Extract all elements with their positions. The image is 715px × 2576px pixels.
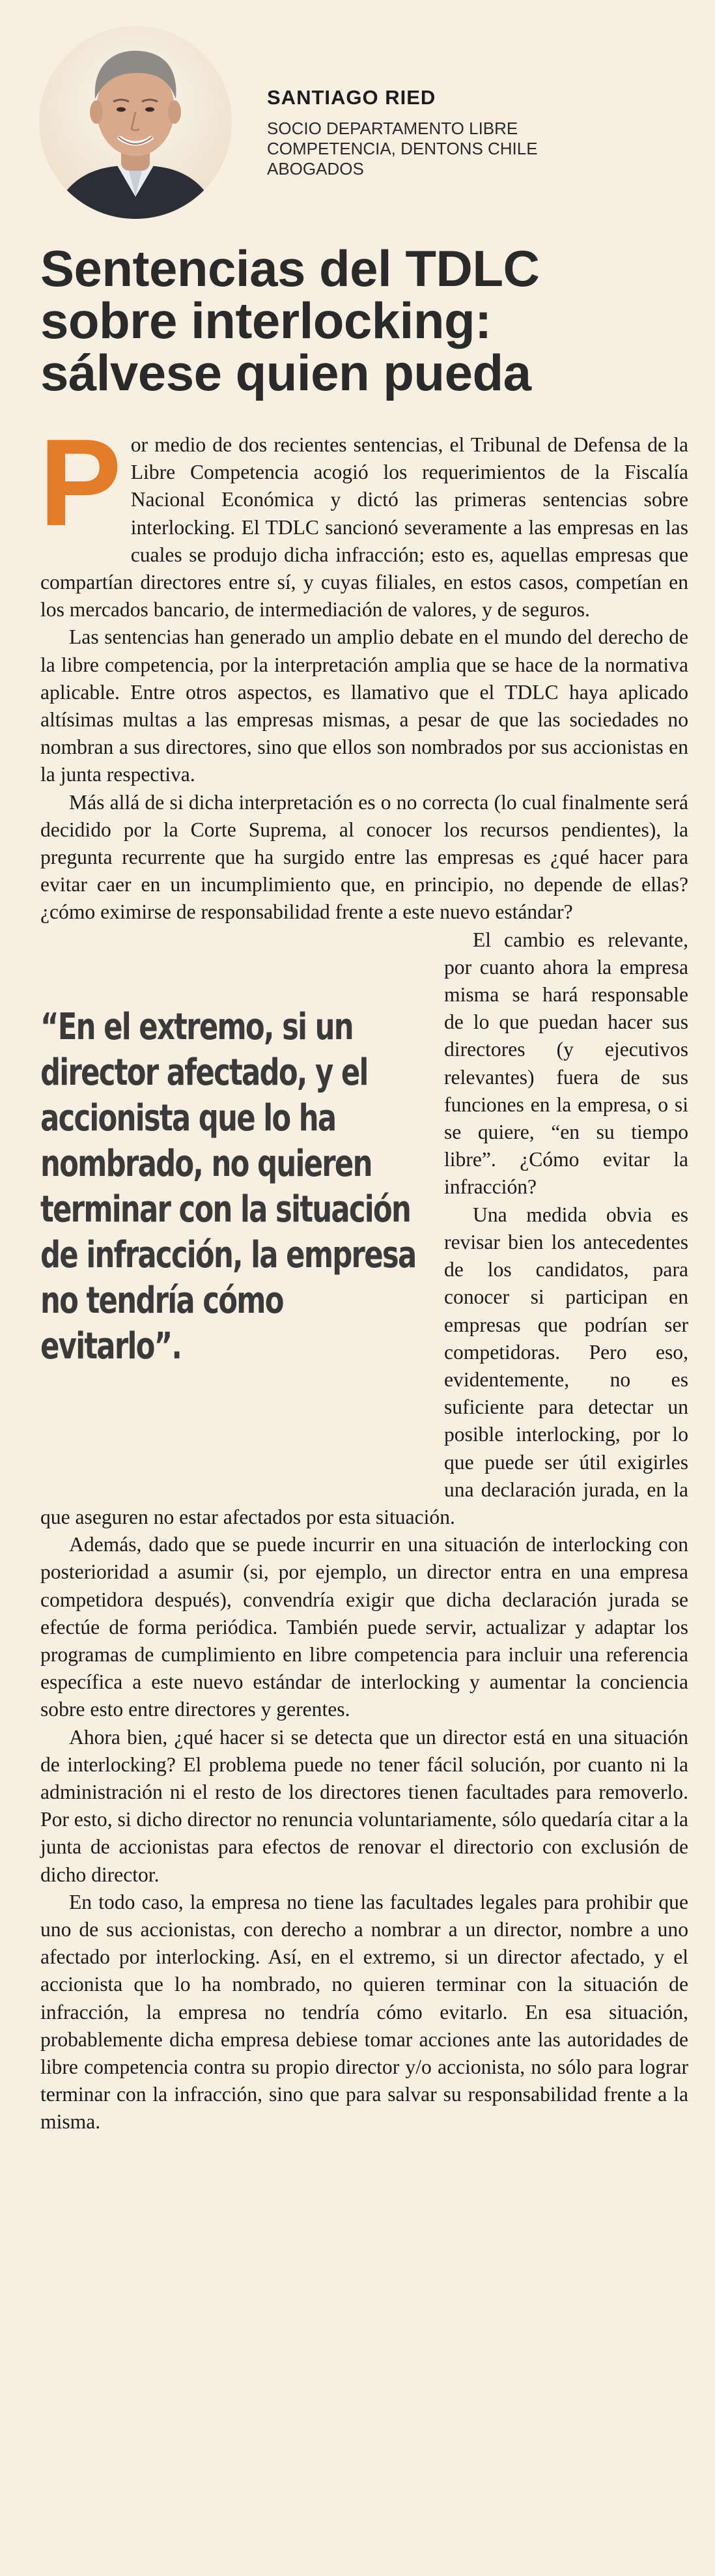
pull-quote <box>40 926 425 1493</box>
article-body <box>39 414 688 2136</box>
article-headline: Sentencias del TDLC sobre interlocking: sálvese quien pueda <box>40 240 540 401</box>
paragraph-2: Las sentencias han generado un amplio debate en el mundo del derecho de la libre competencia, por la interpretación amplia que se hace de la normativa aplicable. Entre otros aspectos, es llamativo que el TDLC haya aplicado altísimas multas a las empresas mismas, a pesar de que las sociedades no nombran a sus directores, sino que ellos son nombrados por sus accionistas en la junta respectiva. <box>40 625 688 786</box>
paragraph-1: Por medio de dos recientes sentencias, el Tribunal de Defensa de la Libre Competencia acogió los requerimientos de la Fiscalía Nacional Económica y dictó las primeras sentencias sobre interlocking. El TDLC sancionó severamente a las empresas en las cuales se produjo dicha infracción; esto es, aquellas empresas que compartían directores entre sí, y cuyas filiales, en estos casos, competían en los mercados bancario, de intermediación de valores, y de seguros. <box>39 414 688 622</box>
author-block <box>39 26 677 215</box>
paragraph-3: Más allá de si dicha interpretación es o no correcta (lo cual finalmente será decidido por la Corte Suprema, al conocer los recursos pendientes), la pregunta recurrente que ha surgido entre las empresas es ¿qué hacer para evitar caer en un incumplimiento que, en principio, no depende de ellas? ¿cómo eximirse de responsabilidad frente a este nuevo estándar? <box>40 790 688 924</box>
paragraph-5: Una medida obvia es revisar bien los antecedentes de los candidatos, para conocer si participan en empresas que podrían ser competidoras. Pero eso, evidentemente, no es suficiente para detectar un posible interlocking, por lo que puede ser útil exigirles una declaración jurada, en la que aseguren no estar afectados por esta situación. <box>40 1203 688 1528</box>
drop-cap: P <box>39 414 122 552</box>
paragraph-7: Ahora bien, ¿qué hacer si se detecta que un director está en una situación de interlocking? El problema puede no tener fácil solución, por cuanto ni la administración ni el resto de los directores tienen facultades para removerlo. Por esto, si dicho director no renuncia voluntariamente, sólo quedaría citar a la junta de accionistas para efectos de renovar el directorio con exclusión de dicho director. <box>40 1725 688 1886</box>
author-photo <box>39 26 232 219</box>
author-role: SOCIO DEPARTAMENTO LIBRE COMPETENCIA, DENTONS CHILE ABOGADOS <box>267 119 538 179</box>
paragraph-4: El cambio es relevante, por cuanto ahora la empresa misma se hará responsable de lo que puedan hacer sus directores (y ejecutivos relevantes) fuera de sus funciones en la empresa, o si se quiere, “en su tiempo libre”. ¿Cómo evitar la infracción? <box>444 928 688 1199</box>
author-name: SANTIAGO RIED <box>267 86 436 109</box>
paragraph-6: Además, dado que se puede incurrir en una situación de interlocking con posterioridad a asumir (si, por ejemplo, un director entra en una empresa competidora después), convendría exigir que dicha declaración jurada se efectúe de forma periódica. También puede servir, actualizar y adaptar los programas de cumplimiento en libre competencia para incluir una referencia específica a este nuevo estándar de interlocking y aumentar la conciencia sobre esto entre directores y gerentes. <box>40 1533 688 1721</box>
pull-quote-text: “En el extremo, si un director afectado, y el accionista que lo ha nombrado, no quieren terminar con la situación de infracción, la empresa no tendría cómo evitarlo”. <box>40 1005 416 1367</box>
paragraph-8: En todo caso, la empresa no tiene las facultades legales para prohibir que uno de sus accionistas, con derecho a nombrar a un director, nombre a uno afectado por interlocking. Así, en el extremo, si un director afectado, y el accionista que lo ha nombrado, no quieren terminar con la situación de infracción, la empresa no tendría cómo evitarlo. En esa situación, probablemente dicha empresa debiese tomar acciones ante las autoridades de libre competencia contra su propio director y/o accionista, no sólo para lograr terminar con la infracción, sino que para salvar su responsabilidad frente a la misma. <box>40 1890 688 2134</box>
author-info <box>267 86 671 179</box>
